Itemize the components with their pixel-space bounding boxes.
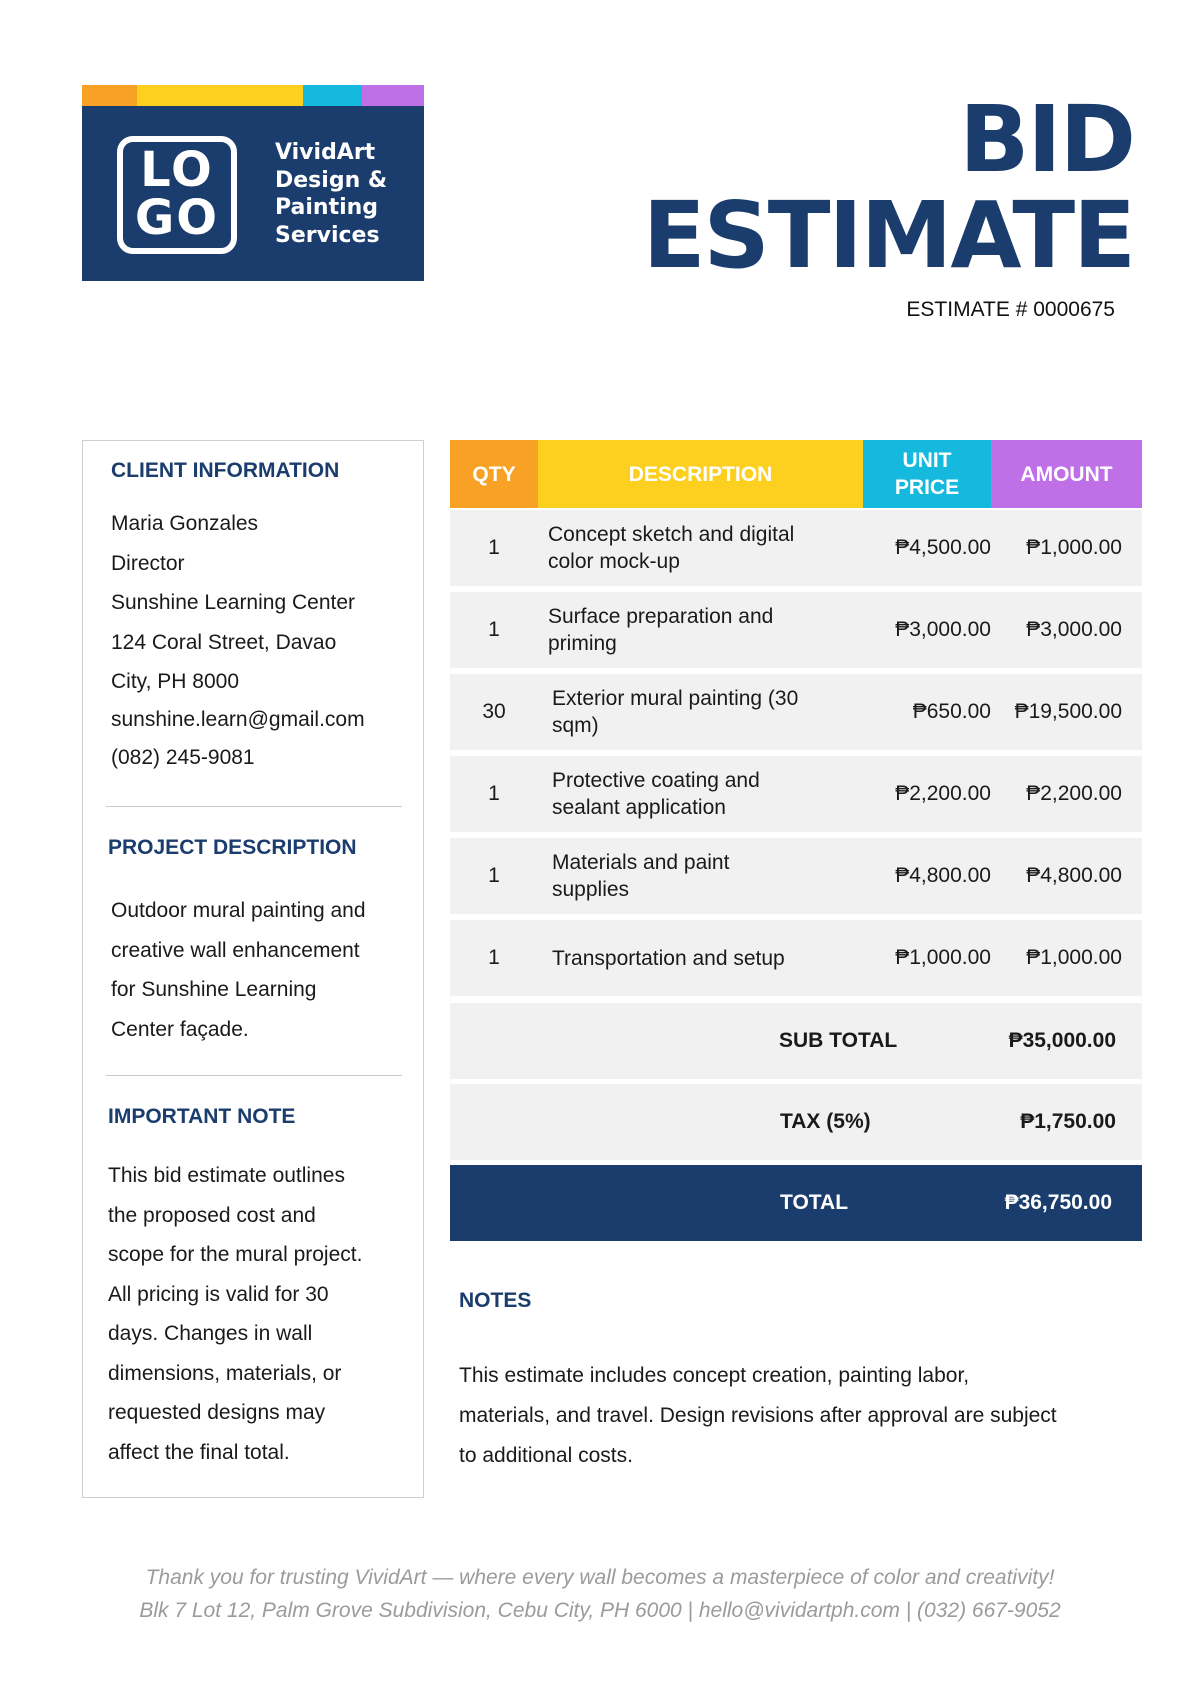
- stripe-yellow: [137, 85, 303, 106]
- project-description-line: for Sunshine Learning: [111, 978, 317, 1001]
- client-organization: Sunshine Learning Center: [111, 591, 356, 614]
- row-description: Materials and paint supplies: [552, 851, 730, 901]
- row-amount: ₱3,000.00: [1026, 618, 1122, 641]
- client-info-body: [111, 504, 365, 776]
- row-description: Concept sketch and digital color mock-up: [548, 523, 795, 573]
- col-header-qty: QTY: [450, 440, 538, 508]
- row-unit-price: ₱650.00: [912, 700, 991, 723]
- stripe-cyan: [303, 85, 362, 106]
- client-name: Maria Gonzales: [111, 512, 259, 535]
- info-panel: [82, 440, 424, 1498]
- tax-value: ₱1,750.00: [1020, 1110, 1116, 1133]
- row-unit-price: ₱1,000.00: [895, 946, 991, 969]
- project-description-line: Outdoor mural painting and: [111, 899, 366, 922]
- important-note-line: days. Changes in wall: [108, 1322, 313, 1345]
- total-label: TOTAL: [780, 1191, 849, 1214]
- estimate-number: [906, 298, 1115, 322]
- table-row: [450, 592, 1142, 668]
- footer-thank-you: Thank you for trusting VividArt — where every wall becomes a masterpiece of color and creativity!: [145, 1566, 1055, 1589]
- important-note-line: dimensions, materials, or: [108, 1361, 342, 1385]
- section-divider: [106, 1075, 402, 1076]
- unit-price-header-line-2: PRICE: [894, 476, 960, 499]
- col-header-description: DESCRIPTION: [538, 440, 863, 508]
- logo-color-stripe: [82, 85, 424, 106]
- row-unit-price: ₱3,000.00: [895, 618, 991, 641]
- important-note-line: requested designs may: [108, 1401, 326, 1424]
- important-note-line: the proposed cost and: [108, 1203, 316, 1227]
- row-description: Protective coating and sealant application: [552, 769, 760, 819]
- project-description-line: Center façade.: [111, 1017, 249, 1041]
- tax-row: [450, 1084, 1142, 1160]
- table-row: [450, 510, 1142, 586]
- important-note-line: All pricing is valid for 30: [108, 1282, 329, 1306]
- col-header-amount: AMOUNT: [991, 440, 1142, 508]
- company-name-line: Design &: [275, 167, 388, 193]
- logo-mark-row-1: LO: [140, 142, 214, 198]
- client-info-heading: CLIENT INFORMATION: [111, 459, 340, 482]
- project-description-heading: PROJECT DESCRIPTION: [108, 836, 357, 859]
- row-unit-price: ₱4,800.00: [895, 864, 991, 887]
- important-note-line: affect the final total.: [108, 1440, 290, 1464]
- row-amount: ₱1,000.00: [1026, 536, 1122, 559]
- row-qty: 1: [488, 946, 500, 969]
- estimate-number-value: 0000675: [1033, 298, 1115, 321]
- footer: [0, 1561, 1200, 1627]
- stripe-orange: [82, 85, 137, 106]
- row-qty: 1: [488, 536, 500, 559]
- row-qty: 1: [488, 864, 500, 887]
- tax-label: TAX (5%): [780, 1110, 871, 1133]
- col-header-unit-price: [863, 440, 991, 508]
- footer-contact: Blk 7 Lot 12, Palm Grove Subdivision, Cebu City, PH 6000 | hello@vividartph.com | (032) 667-9052: [139, 1599, 1061, 1622]
- estimate-number-label: ESTIMATE #: [906, 298, 1028, 321]
- project-description-line: creative wall enhancement: [111, 938, 360, 962]
- client-email: sunshine.learn@gmail.com: [111, 707, 365, 731]
- table-row: [450, 920, 1142, 996]
- row-amount: ₱2,200.00: [1026, 782, 1122, 805]
- row-description: Surface preparation and priming: [548, 605, 774, 655]
- company-name-line: VividArt: [275, 140, 376, 165]
- logo-mark-row-2: GO: [134, 190, 220, 246]
- section-divider: [106, 806, 402, 807]
- row-qty: 30: [482, 700, 506, 723]
- row-amount: ₱4,800.00: [1026, 864, 1122, 887]
- notes-heading: NOTES: [459, 1289, 532, 1312]
- important-note-line: This bid estimate outlines: [108, 1164, 345, 1187]
- subtotal-row: [450, 1003, 1142, 1079]
- client-title: Director: [111, 551, 185, 575]
- important-note-line: scope for the mural project.: [108, 1243, 363, 1266]
- row-description: Exterior mural painting (30 sqm): [552, 687, 799, 737]
- table-row: [450, 838, 1142, 914]
- notes-body: [459, 1356, 1057, 1476]
- stripe-purple: [362, 85, 424, 106]
- notes-line: to additional costs.: [459, 1444, 633, 1467]
- company-name-line: Painting: [275, 195, 379, 220]
- important-note-body: [108, 1156, 362, 1472]
- row-amount: ₱1,000.00: [1026, 946, 1122, 969]
- notes-line: This estimate includes concept creation, painting labor,: [459, 1364, 970, 1387]
- important-note-heading: IMPORTANT NOTE: [108, 1105, 296, 1128]
- subtotal-value: ₱35,000.00: [1008, 1029, 1116, 1052]
- row-qty: 1: [488, 782, 500, 805]
- row-qty: 1: [488, 618, 500, 641]
- unit-price-header-line-1: UNIT: [902, 449, 952, 472]
- row-amount: ₱19,500.00: [1014, 700, 1122, 723]
- client-address-line-2: City, PH 8000: [111, 669, 239, 693]
- project-description-body: [111, 891, 366, 1049]
- table-row: [450, 674, 1142, 750]
- row-unit-price: ₱2,200.00: [895, 782, 991, 805]
- table-header: [450, 440, 1142, 508]
- title-line-1: BID: [959, 86, 1134, 193]
- row-unit-price: ₱4,500.00: [895, 536, 991, 559]
- company-logo-block: [82, 85, 424, 281]
- document-title: [642, 86, 1134, 289]
- notes-line: materials, and travel. Design revisions after approval are subject: [459, 1404, 1057, 1427]
- client-address-line-1: 124 Coral Street, Davao: [111, 630, 337, 654]
- subtotal-label: SUB TOTAL: [779, 1029, 898, 1052]
- table-row: [450, 756, 1142, 832]
- total-value: ₱36,750.00: [1004, 1191, 1112, 1214]
- company-name-line: Services: [275, 222, 380, 248]
- total-row: [450, 1165, 1142, 1241]
- company-name: [275, 139, 415, 249]
- title-line-2: ESTIMATE: [642, 182, 1134, 289]
- client-phone: (082) 245-9081: [111, 746, 255, 769]
- row-description: Transportation and setup: [552, 946, 785, 970]
- logo-mark: [117, 136, 237, 254]
